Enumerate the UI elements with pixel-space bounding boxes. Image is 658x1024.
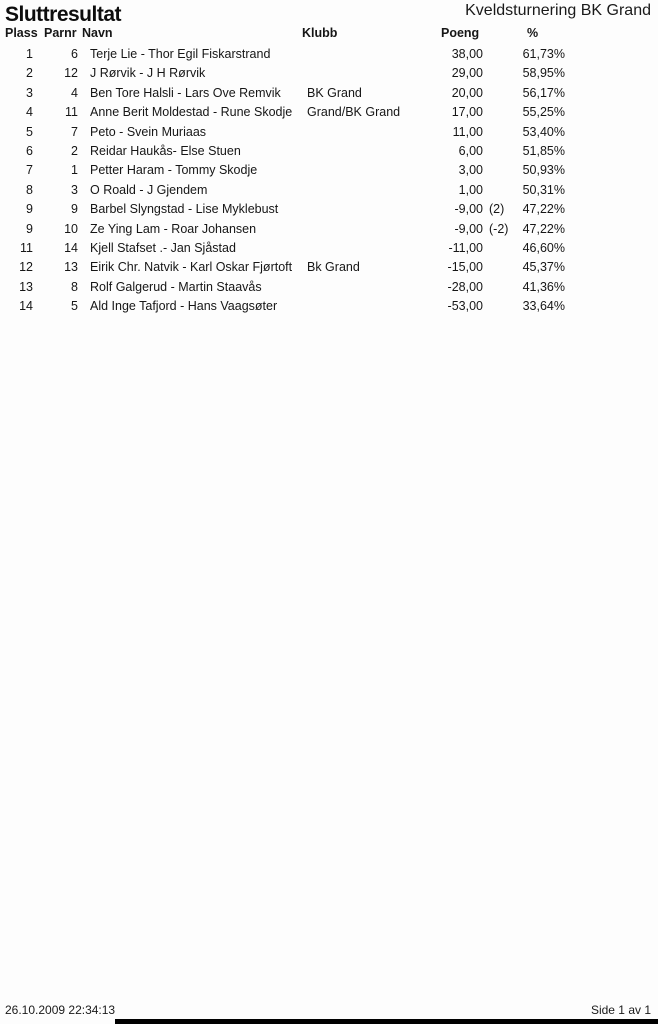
cell-klubb (302, 278, 435, 297)
cell-navn: Kjell Stafset .- Jan Sjåstad (90, 241, 236, 256)
cell-poeng: 20,00 (451, 85, 483, 100)
table-row (5, 200, 653, 219)
scan-artifact-bar (115, 1019, 658, 1024)
cell-plass: 5 (26, 124, 33, 139)
cell-klubb: Grand/BK Grand (307, 105, 401, 120)
cell-pct: 51,85% (522, 144, 565, 159)
cell-pct: 41,36% (522, 279, 565, 294)
cell-parnr: 4 (71, 85, 78, 100)
page-footer (5, 1003, 651, 1017)
cell-poeng: -15,00 (447, 260, 483, 275)
cell-pct: 47,22% (522, 202, 565, 217)
cell-plass: 1 (26, 47, 33, 61)
table-row (5, 181, 653, 200)
cell-poeng: 1,00 (458, 182, 483, 197)
cell-parnr: 5 (71, 299, 78, 314)
column-header-percent: % (527, 26, 539, 40)
table-row (5, 278, 653, 297)
cell-navn: J Rørvik - J H Rørvik (90, 66, 206, 81)
cell-pct: 45,37% (522, 260, 565, 275)
cell-note (483, 239, 513, 258)
cell-navn: Ald Inge Tafjord - Hans Vaagsøter (90, 299, 278, 314)
cell-parnr: 3 (71, 182, 78, 197)
cell-klubb (302, 220, 435, 239)
cell-note (483, 64, 513, 83)
cell-plass: 3 (26, 85, 33, 100)
cell-parnr: 14 (64, 241, 78, 256)
cell-klubb (302, 45, 435, 64)
cell-note (483, 297, 513, 316)
cell-note (483, 45, 513, 64)
cell-note (483, 84, 513, 103)
cell-poeng: -53,00 (447, 299, 483, 314)
cell-parnr: 2 (71, 144, 78, 159)
table-row (5, 142, 653, 161)
cell-poeng: -11,00 (448, 241, 483, 256)
cell-klubb (302, 239, 435, 258)
cell-parnr: 9 (71, 202, 78, 217)
table-header (0, 26, 658, 41)
cell-note (483, 181, 513, 200)
cell-klubb (302, 161, 435, 180)
cell-poeng: -9,00 (454, 202, 483, 217)
cell-plass: 12 (19, 260, 33, 275)
cell-klubb (302, 64, 435, 83)
page-indicator: Side 1 av 1 (590, 1003, 651, 1017)
column-header-parnr: Parnr (44, 26, 77, 40)
results-table (5, 45, 653, 317)
table-row (5, 45, 653, 64)
cell-plass: 6 (26, 144, 33, 159)
cell-poeng: 3,00 (458, 163, 483, 178)
cell-plass: 13 (19, 279, 33, 294)
column-header-poeng: Poeng (441, 26, 480, 40)
table-row (5, 84, 653, 103)
column-header-plass: Plass (5, 26, 38, 40)
cell-parnr: 12 (64, 66, 78, 81)
cell-klubb (302, 123, 435, 142)
cell-navn: Ben Tore Halsli - Lars Ove Remvik (90, 85, 281, 100)
cell-navn: Anne Berit Moldestad - Rune Skodje (90, 105, 293, 120)
cell-parnr: 7 (71, 124, 78, 139)
table-row (5, 239, 653, 258)
cell-poeng: 6,00 (458, 144, 483, 159)
cell-klubb (302, 181, 435, 200)
cell-klubb (302, 200, 435, 219)
cell-note (483, 161, 513, 180)
column-header-klubb: Klubb (302, 26, 338, 40)
cell-poeng: 38,00 (451, 47, 483, 61)
cell-poeng: 29,00 (451, 66, 483, 81)
cell-parnr: 13 (64, 260, 78, 275)
cell-navn: Rolf Galgerud - Martin Staavås (90, 279, 262, 294)
cell-navn: Ze Ying Lam - Roar Johansen (90, 221, 257, 236)
cell-note (483, 278, 513, 297)
table-row (5, 258, 653, 277)
cell-navn: Barbel Slyngstad - Lise Myklebust (90, 202, 279, 217)
cell-poeng: 11,00 (452, 124, 483, 139)
cell-pct: 55,25% (522, 105, 565, 120)
cell-plass: 8 (26, 182, 33, 197)
cell-klubb (302, 142, 435, 161)
cell-plass: 4 (26, 105, 33, 120)
cell-pct: 53,40% (522, 124, 565, 139)
cell-note (483, 103, 513, 122)
cell-pct: 33,64% (522, 299, 565, 314)
cell-pct: 61,73% (522, 47, 565, 61)
cell-parnr: 1 (71, 163, 78, 178)
page-title: Sluttresultat (5, 3, 122, 26)
cell-note (483, 142, 513, 161)
cell-plass: 9 (26, 221, 33, 236)
print-timestamp: 26.10.2009 22:34:13 (5, 1003, 116, 1017)
cell-poeng: -9,00 (454, 221, 483, 236)
cell-poeng: -28,00 (447, 279, 483, 294)
cell-navn: Petter Haram - Tommy Skodje (90, 163, 258, 178)
cell-poeng: 17,00 (451, 105, 483, 120)
cell-pct: 58,95% (522, 66, 565, 81)
table-row (5, 64, 653, 83)
cell-navn: Peto - Svein Muriaas (90, 124, 207, 139)
cell-parnr: 8 (71, 279, 78, 294)
cell-pct: 50,31% (522, 182, 565, 197)
cell-plass: 7 (26, 163, 33, 178)
cell-parnr: 6 (71, 47, 78, 61)
table-row (5, 103, 653, 122)
cell-pct: 50,93% (522, 163, 565, 178)
table-row (5, 123, 653, 142)
cell-pct: 46,60% (522, 241, 565, 256)
cell-klubb (302, 297, 435, 316)
cell-note (483, 258, 513, 277)
cell-pct: 56,17% (522, 85, 565, 100)
cell-navn: O Roald - J Gjendem (90, 182, 208, 197)
column-header-navn: Navn (82, 26, 113, 40)
cell-parnr: 10 (64, 221, 78, 236)
cell-klubb: BK Grand (307, 85, 362, 100)
table-row (5, 161, 653, 180)
event-title: Kveldsturnering BK Grand (465, 2, 651, 19)
cell-navn: Terje Lie - Thor Egil Fiskarstrand (90, 47, 271, 61)
cell-navn: Reidar Haukås- Else Stuen (90, 144, 241, 159)
cell-note: (-2) (489, 221, 509, 236)
cell-klubb: Bk Grand (307, 260, 360, 275)
cell-plass: 9 (26, 202, 33, 217)
cell-plass: 14 (19, 299, 33, 314)
cell-navn: Eirik Chr. Natvik - Karl Oskar Fjørtoft (90, 260, 293, 275)
cell-plass: 2 (26, 66, 33, 81)
cell-plass: 11 (20, 241, 33, 256)
table-row (5, 297, 653, 316)
cell-pct: 47,22% (522, 221, 565, 236)
cell-parnr: 11 (65, 105, 78, 120)
cell-note (483, 123, 513, 142)
cell-note: (2) (489, 202, 505, 217)
table-row (5, 220, 653, 239)
